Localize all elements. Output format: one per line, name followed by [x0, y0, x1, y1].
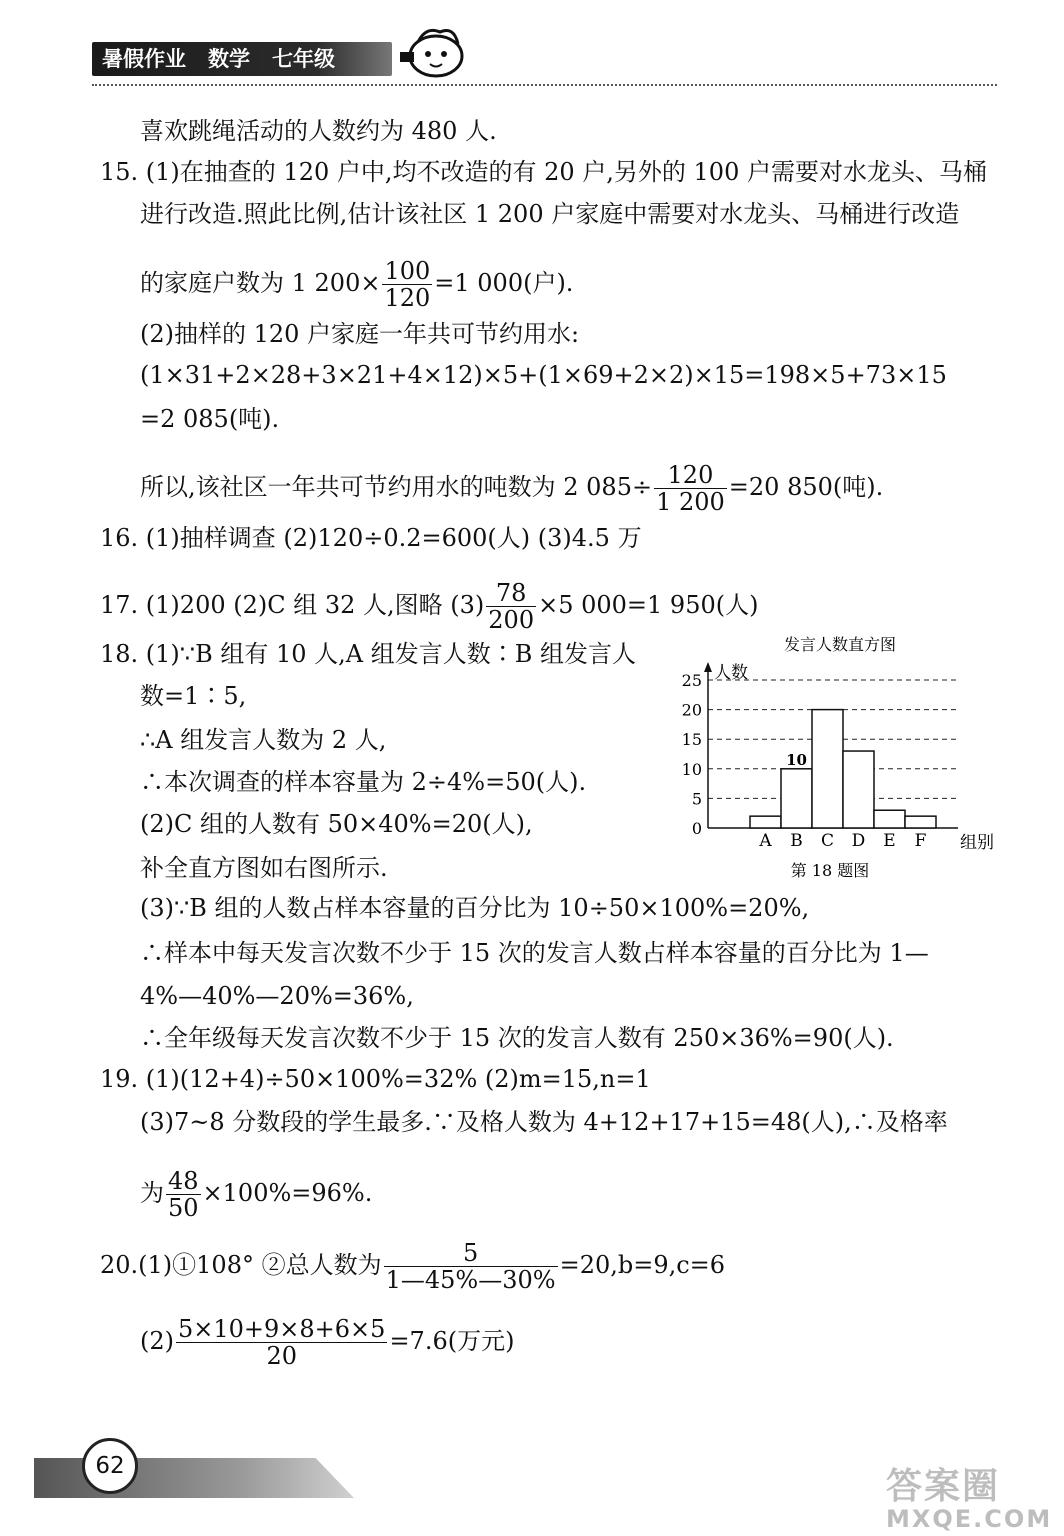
x-tick-label: E: [883, 831, 896, 851]
q20-line2: [140, 1316, 514, 1369]
mascot-icon: [396, 22, 476, 80]
bar-f: [905, 816, 936, 828]
book-title: 暑假作业: [102, 47, 186, 71]
grade-title: 七年级: [272, 47, 335, 71]
text: =20,b=9,c=6: [559, 1251, 726, 1279]
x-axis-label: 组别: [960, 833, 994, 853]
fraction-numerator: 120: [654, 462, 727, 489]
x-tick-label: B: [790, 831, 803, 851]
bar-e: [874, 810, 905, 828]
fraction-denominator: 1—45%—30%: [385, 1266, 556, 1294]
fraction-numerator: 78: [486, 580, 536, 607]
q18-line2: 数=1∶5,: [140, 682, 247, 710]
fraction-denominator: 120: [384, 284, 431, 312]
fraction-numerator: 48: [168, 1167, 199, 1195]
bar-c: [812, 710, 843, 828]
text: 17. (1)200 (2)C 组 32 人,图略 (3): [100, 591, 485, 619]
q15-part2-line4: [140, 462, 883, 515]
fraction-numerator: 5: [384, 1240, 558, 1267]
q15-line1: 15. (1)在抽查的 120 户中,均不改造的有 20 户,另外的 100 户需要对水龙头、马桶: [100, 158, 987, 186]
q19-line1: 19. (1)(12+4)÷50×100%=32% (2)m=15,n=1: [100, 1065, 651, 1093]
fraction-denominator: 1 200: [656, 488, 725, 516]
q18-line6: 补全直方图如右图所示.: [140, 854, 388, 882]
text: ×5 000=1 950(人): [538, 591, 759, 619]
text: =20 850(吨).: [728, 473, 884, 501]
bar-a: [750, 816, 781, 828]
text: 为: [140, 1179, 164, 1207]
text: =1 000(户).: [434, 269, 574, 297]
q15-part2-line2: (1×31+2×28+3×21+4×12)×5+(1×69+2×2)×15=198×5+73×15: [140, 361, 947, 389]
data-label: 10: [786, 750, 807, 769]
y-tick-label: 20: [681, 700, 702, 720]
watermark-url: MXQE.COM: [886, 1505, 1053, 1533]
fraction: [382, 258, 432, 311]
fraction: [654, 462, 727, 515]
histogram-chart: [670, 628, 1010, 888]
y-axis-label: 人数: [714, 663, 748, 683]
watermark-logo: 答案圈: [886, 1466, 1001, 1507]
y-tick-label: 0: [691, 819, 702, 838]
y-tick-label: 25: [681, 671, 702, 690]
watermark: [886, 1468, 1052, 1532]
q18-line4: ∴本次调查的样本容量为 2÷4%=50(人).: [140, 768, 587, 796]
q19-line2: (3)7~8 分数段的学生最多.∵及格人数为 4+12+17+15=48(人),∴及格率: [140, 1108, 948, 1136]
text: ×100%=96%.: [202, 1179, 373, 1207]
q17-line: [100, 580, 758, 633]
q16-line: 16. (1)抽样调查 (2)120÷0.2=600(人) (3)4.5 万: [100, 524, 642, 552]
fraction-denominator: 20: [266, 1342, 297, 1370]
text: 20.(1)①108° ②总人数为: [100, 1251, 382, 1279]
fraction-denominator: 50: [168, 1194, 199, 1222]
y-tick-label: 15: [681, 730, 702, 750]
chart-caption: 第 18 题图: [790, 861, 870, 880]
fraction-numerator: 100: [384, 257, 431, 285]
q18-line1: 18. (1)∵B 组有 10 人,A 组发言人数∶B 组发言人: [100, 640, 636, 668]
book-header: [92, 42, 392, 76]
x-tick-label: C: [820, 831, 835, 851]
fraction: [166, 1168, 201, 1221]
fraction: [176, 1316, 387, 1369]
fraction-denominator: 200: [488, 606, 535, 634]
y-tick-label: 5: [691, 789, 702, 809]
subject-title: 数学: [208, 47, 250, 71]
q18-line3: ∴A 组发言人数为 2 人,: [140, 726, 387, 754]
q18-line10: ∴全年级每天发言次数不少于 15 次的发言人数有 250×36%=90(人).: [140, 1024, 894, 1052]
text-line: 喜欢跳绳活动的人数约为 480 人.: [140, 117, 497, 145]
q15-part2-line1: (2)抽样的 120 户家庭一年共可节约用水:: [140, 320, 580, 348]
text: (2): [140, 1327, 174, 1355]
q15-line3: [140, 258, 573, 311]
q19-line3: [140, 1168, 372, 1221]
y-axis-arrow: [704, 662, 712, 672]
text: 所以,该社区一年共可节约用水的吨数为 2 085÷: [140, 473, 653, 501]
fraction: [486, 580, 536, 633]
q15-part2-line3: =2 085(吨).: [140, 405, 280, 433]
q20-line1: [100, 1240, 725, 1293]
q18-line8: ∴样本中每天发言次数不少于 15 次的发言人数占样本容量的百分比为 1—: [140, 939, 929, 967]
q18-line7: (3)∵B 组的人数占样本容量的百分比为 10÷50×100%=20%,: [140, 894, 810, 922]
x-tick-label: D: [851, 831, 866, 851]
x-tick-label: F: [914, 831, 927, 851]
text: =7.6(万元): [389, 1327, 515, 1355]
q18-line5: (2)C 组的人数有 50×40%=20(人),: [140, 810, 533, 838]
y-tick-label: 10: [681, 759, 702, 779]
text: 的家庭户数为 1 200×: [140, 269, 381, 297]
page-number: 62: [82, 1438, 138, 1494]
bar-b: [781, 769, 812, 828]
bar-d: [843, 751, 874, 828]
header-divider: [92, 84, 997, 86]
fraction: [384, 1240, 558, 1293]
q15-line2: 进行改造.照此比例,估计该社区 1 200 户家庭中需要对水龙头、马桶进行改造: [140, 200, 960, 228]
q18-line9: 4%—40%—20%=36%,: [140, 982, 414, 1010]
fraction-numerator: 5×10+9×8+6×5: [178, 1315, 386, 1343]
chart-title: 发言人数直方图: [783, 635, 897, 654]
x-tick-label: A: [759, 831, 772, 851]
